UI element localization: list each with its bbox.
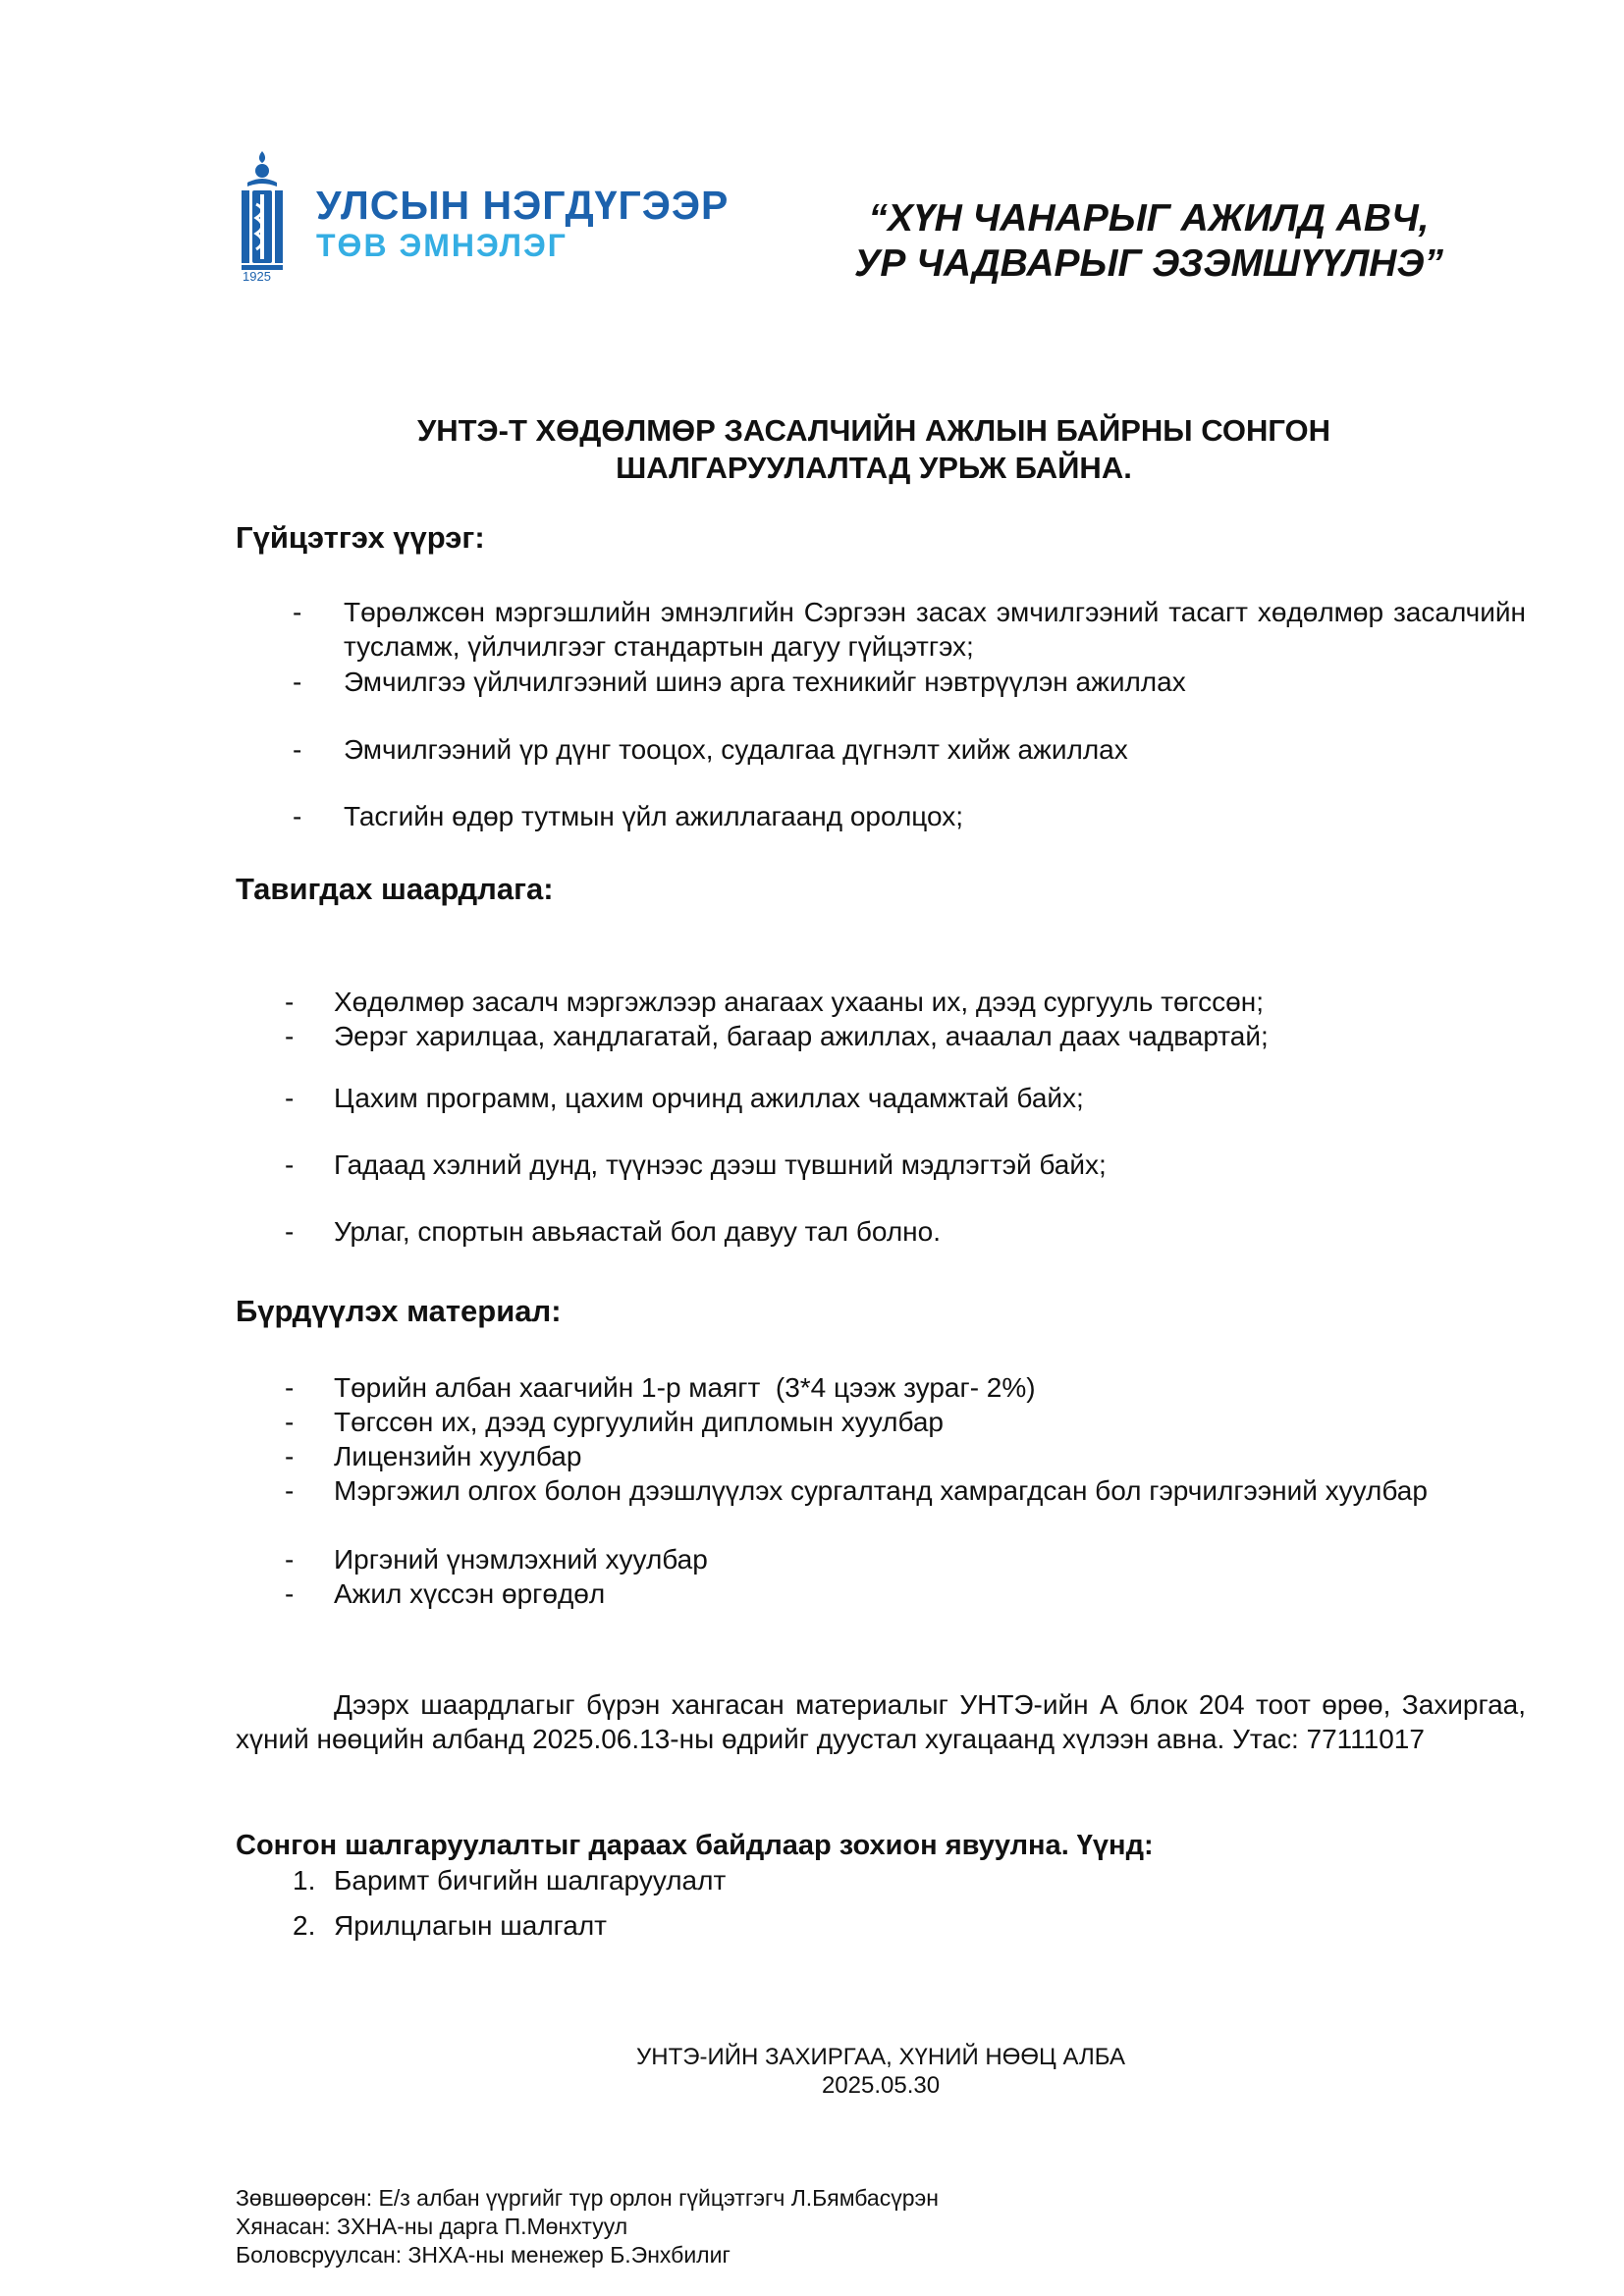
dash-marker: - [285,1149,295,1180]
duty-text: Эмчилгээний үр дүнг тооцох, судалгаа дүгнэлт хийж ажиллах [344,734,1128,765]
requirement-text: Урлаг, спортын авьяастай бол давуу тал болно. [334,1216,941,1247]
requirement-text: Цахим программ, цахим орчинд ажиллах чадамжтай байх; [334,1083,1084,1113]
dash-marker: - [285,1407,295,1437]
duty-text: Төрөлжсөн мэргэшлийн эмнэлгийн Сэргээн засах эмчилгээний тасагт хөдөлмөр засалчийн тусламж, үйлчилгээг стандартын дагуу гүйцэтгэх; [344,597,1526,662]
dash-marker: - [285,1021,295,1051]
slogan [844,196,1453,287]
material-text: Мэргэжил олгох болон дээшлүүлэх сургалтанд хамрагдсан бол гэрчилгээний хуулбар [334,1475,1428,1506]
dash-marker: - [285,1578,295,1609]
duty-text: Тасгийн өдөр тутмын үйл ажиллагаанд оролцох; [344,801,964,831]
dash-marker: - [293,734,302,765]
logo-year: 1925 [243,269,271,284]
list-item [293,595,1526,666]
duties-heading: Гүйцэтгэх үүрэг: [236,520,485,555]
requirements-heading: Тавигдах шаардлага: [236,872,554,906]
duty-text: Эмчилгээ үйлчилгээний шинэ арга техникийг нэвтрүүлэн ажиллах [344,667,1186,697]
approval-line: Боловсруулсан: ЗНХА-ны менежер Б.Энхбилиг [236,2242,731,2268]
material-text: Төрийн албан хаагчийн 1-р маягт (3*4 цээж зураг- 2%) [334,1372,1036,1403]
dash-marker: - [285,1372,295,1403]
selection-heading: Сонгон шалгаруулалтыг дараах байдлаар зохион явуулна. Үүнд: [236,1830,1154,1861]
approval-line: Хянасан: ЗХНА-ны дарга П.Мөнхтуул [236,2214,628,2239]
slogan-line2: УР ЧАДВАРЫГ ЭЗЭМШҮҮЛНЭ” [854,242,1443,285]
dash-marker: - [285,1441,295,1471]
material-text: Иргэний үнэмлэхний хуулбар [334,1544,708,1575]
dash-marker: - [285,987,295,1017]
material-text: Лицензийн хуулбар [334,1441,582,1471]
dash-marker: - [285,1216,295,1247]
dash-marker: - [285,1475,295,1506]
item-number: 1. [293,1865,316,1896]
requirement-text: Гадаад хэлний дунд, түүнээс дээш түвшний мэдлэгтэй байх; [334,1149,1107,1180]
materials-heading: Бүрдүүлэх материал: [236,1294,562,1328]
dash-marker: - [293,801,302,831]
item-number: 2. [293,1910,316,1941]
logo-name-line1: УЛСЫН НЭГДҮГЭЭР [316,183,730,228]
slogan-line1: “ХҮН ЧАНАРЫГ АЖИЛД АВЧ, [868,197,1430,240]
item-text: Баримт бичгийн шалгаруулалт [334,1865,727,1896]
dash-marker: - [285,1083,295,1113]
office-signature: УНТЭ-ИЙН ЗАХИРГАА, ХҮНИЙ НӨӨЦ АЛБА [636,2044,1125,2070]
item-text: Ярилцлагын шалгалт [334,1910,608,1941]
material-text: Ажил хүссэн өргөдөл [334,1578,606,1609]
document-title [236,412,1512,487]
document-date: 2025.05.30 [821,2072,941,2099]
list-item [293,1910,607,1942]
list-item [293,1865,726,1896]
dash-marker: - [285,1544,295,1575]
title-line1: УНТЭ-Т ХӨДӨЛМӨР ЗАСАЛЧИЙН АЖЛЫН БАЙРНЫ СОНГОН [416,413,1331,448]
logo-name-line2: ТӨВ ЭМНЭЛЭГ [316,228,568,263]
approval-line: Зөвшөөрсөн: Е/з албан үүргийг түр орлон гүйцэтгэгч Л.Бямбасүрэн [236,2185,939,2211]
dash-marker: - [293,597,302,627]
hospital-emblem-icon [238,149,287,283]
material-text: Төгссөн их, дээд сургуулийн дипломын хуулбар [334,1407,944,1437]
requirement-text: Эерэг харилцаа, хандлагатай, багаар ажиллах, ачаалал даах чадвартай; [334,1021,1269,1051]
requirement-text: Хөдөлмөр засалч мэргэжлээр анагаах ухааны их, дээд сургууль төгссөн; [334,987,1264,1017]
dash-marker: - [293,667,302,697]
title-line2: ШАЛГАРУУЛАЛТАД УРЬЖ БАЙНА. [616,451,1132,485]
submission-paragraph: Дээрх шаардлагыг бүрэн хангасан материалыг УНТЭ-ийн А блок 204 тоот өрөө, Захиргаа, хүний нөөцийн албанд 2025.06.13-ны өдрийг дуустал хугацаанд хүлээн авна. Утас: 77111017 [236,1689,1526,1754]
